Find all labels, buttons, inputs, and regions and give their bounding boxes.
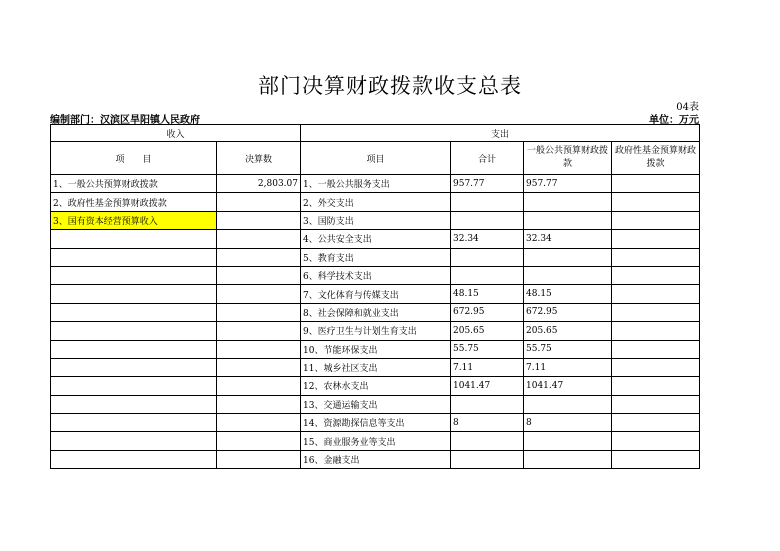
income-amount-cell xyxy=(217,303,301,321)
table-row xyxy=(51,303,700,321)
expense-item-cell: 13、交通运输支出 xyxy=(301,395,451,413)
income-item-cell xyxy=(51,340,217,358)
expense-item-cell: 11、城乡社区支出 xyxy=(301,358,451,376)
income-item-cell xyxy=(51,395,217,413)
expense-general-budget-cell xyxy=(524,193,612,211)
expense-general-budget-cell xyxy=(524,450,612,468)
income-item-cell: 3、国有资本经营预算收入 xyxy=(51,211,217,229)
expense-gov-fund-cell xyxy=(612,414,700,432)
expense-item-cell: 10、节能环保支出 xyxy=(301,340,451,358)
finance-summary-table xyxy=(50,124,700,469)
expense-total-cell: 48.15 xyxy=(451,285,524,303)
expense-general-budget-cell: 7.11 xyxy=(524,358,612,376)
header-gov-fund: 政府性基金预算财政拨款 xyxy=(612,142,700,175)
expense-item-cell: 1、一般公共服务支出 xyxy=(301,175,451,193)
table-row xyxy=(51,285,700,303)
expense-general-budget-cell: 205.65 xyxy=(524,322,612,340)
expense-gov-fund-cell xyxy=(612,358,700,376)
income-amount-cell xyxy=(217,266,301,284)
expense-total-cell: 8 xyxy=(451,414,524,432)
expense-total-cell: 7.11 xyxy=(451,358,524,376)
expense-total-cell xyxy=(451,211,524,229)
income-item-cell xyxy=(51,230,217,248)
income-item-cell xyxy=(51,266,217,284)
income-item-cell xyxy=(51,303,217,321)
expense-item-cell: 16、金融支出 xyxy=(301,450,451,468)
table-row xyxy=(51,340,700,358)
expense-total-cell: 205.65 xyxy=(451,322,524,340)
expense-item-cell: 3、国防支出 xyxy=(301,211,451,229)
income-item-cell xyxy=(51,248,217,266)
expense-general-budget-cell: 55.75 xyxy=(524,340,612,358)
expense-general-budget-cell: 8 xyxy=(524,414,612,432)
income-amount-cell xyxy=(217,340,301,358)
expense-total-cell xyxy=(451,432,524,450)
income-amount-cell: 2,803.07 xyxy=(217,175,301,193)
expense-gov-fund-cell xyxy=(612,230,700,248)
income-amount-cell xyxy=(217,193,301,211)
table-row xyxy=(51,432,700,450)
header-general-budget: 一般公共预算财政拨款 xyxy=(524,142,612,175)
expense-total-cell: 55.75 xyxy=(451,340,524,358)
expense-gov-fund-cell xyxy=(612,248,700,266)
expense-gov-fund-cell xyxy=(612,211,700,229)
header-total: 合计 xyxy=(451,142,524,175)
header-amount: 决算数 xyxy=(217,142,301,175)
expense-total-cell xyxy=(451,395,524,413)
expense-general-budget-cell xyxy=(524,395,612,413)
income-amount-cell xyxy=(217,322,301,340)
expense-total-cell: 957.77 xyxy=(451,175,524,193)
expense-gov-fund-cell xyxy=(612,175,700,193)
table-row xyxy=(51,322,700,340)
income-amount-cell xyxy=(217,432,301,450)
expense-gov-fund-cell xyxy=(612,193,700,211)
expense-total-cell xyxy=(451,193,524,211)
form-number: 04表 xyxy=(676,102,699,113)
table-row xyxy=(51,377,700,395)
table-row xyxy=(51,248,700,266)
expense-general-budget-cell xyxy=(524,432,612,450)
compiling-department: 编制部门：汉滨区旱阳镇人民政府 xyxy=(50,115,200,126)
expense-gov-fund-cell xyxy=(612,432,700,450)
income-amount-cell xyxy=(217,230,301,248)
expense-item-cell: 6、科学技术支出 xyxy=(301,266,451,284)
expense-gov-fund-cell xyxy=(612,285,700,303)
income-item-cell: 2、政府性基金预算财政拨款 xyxy=(51,193,217,211)
page-title: 部门决算财政拨款收支总表 xyxy=(258,74,522,98)
expense-item-cell: 15、商业服务业等支出 xyxy=(301,432,451,450)
income-section-header: 收入 xyxy=(51,125,301,142)
expense-gov-fund-cell xyxy=(612,450,700,468)
expense-item-cell: 2、外交支出 xyxy=(301,193,451,211)
income-amount-cell xyxy=(217,450,301,468)
expense-total-cell xyxy=(451,450,524,468)
expense-total-cell: 672.95 xyxy=(451,303,524,321)
expense-gov-fund-cell xyxy=(612,340,700,358)
income-item-cell xyxy=(51,377,217,395)
table-row xyxy=(51,193,700,211)
expense-gov-fund-cell xyxy=(612,377,700,395)
income-amount-cell xyxy=(217,248,301,266)
income-amount-cell xyxy=(217,358,301,376)
expense-general-budget-cell xyxy=(524,248,612,266)
expense-gov-fund-cell xyxy=(612,266,700,284)
income-item-cell xyxy=(51,414,217,432)
expense-total-cell xyxy=(451,266,524,284)
expense-general-budget-cell: 957.77 xyxy=(524,175,612,193)
expense-total-cell xyxy=(451,248,524,266)
expense-item-cell: 7、文化体育与传媒支出 xyxy=(301,285,451,303)
table-row xyxy=(51,414,700,432)
income-amount-cell xyxy=(217,285,301,303)
table-row xyxy=(51,211,700,229)
header-income-item: 项 目 xyxy=(51,142,217,175)
expense-item-cell: 14、资源勘探信息等支出 xyxy=(301,414,451,432)
table-row xyxy=(51,358,700,376)
income-item-cell xyxy=(51,432,217,450)
table-row xyxy=(51,230,700,248)
section-header-row xyxy=(51,125,700,142)
income-item-cell xyxy=(51,358,217,376)
expense-item-cell: 4、公共安全支出 xyxy=(301,230,451,248)
income-item-cell xyxy=(51,285,217,303)
expense-general-budget-cell xyxy=(524,211,612,229)
income-amount-cell xyxy=(217,211,301,229)
expense-item-cell: 9、医疗卫生与计划生育支出 xyxy=(301,322,451,340)
table-row xyxy=(51,450,700,468)
income-amount-cell xyxy=(217,377,301,395)
expense-item-cell: 8、社会保障和就业支出 xyxy=(301,303,451,321)
expense-item-cell: 5、教育支出 xyxy=(301,248,451,266)
expense-gov-fund-cell xyxy=(612,322,700,340)
expense-general-budget-cell xyxy=(524,266,612,284)
expense-general-budget-cell: 672.95 xyxy=(524,303,612,321)
expense-general-budget-cell: 1041.47 xyxy=(524,377,612,395)
unit-label: 单位：万元 xyxy=(649,115,699,126)
expense-item-cell: 12、农林水支出 xyxy=(301,377,451,395)
table-row xyxy=(51,266,700,284)
expense-general-budget-cell: 48.15 xyxy=(524,285,612,303)
table-row xyxy=(51,395,700,413)
income-item-cell xyxy=(51,450,217,468)
income-item-cell: 1、一般公共预算财政拨款 xyxy=(51,175,217,193)
column-header-row xyxy=(51,142,700,175)
expense-total-cell: 1041.47 xyxy=(451,377,524,395)
expense-section-header: 支出 xyxy=(301,125,700,142)
income-item-cell xyxy=(51,322,217,340)
expense-gov-fund-cell xyxy=(612,303,700,321)
expense-gov-fund-cell xyxy=(612,395,700,413)
income-amount-cell xyxy=(217,414,301,432)
income-amount-cell xyxy=(217,395,301,413)
header-expense-item: 项目 xyxy=(301,142,451,175)
expense-general-budget-cell: 32.34 xyxy=(524,230,612,248)
expense-total-cell: 32.34 xyxy=(451,230,524,248)
table-row xyxy=(51,175,700,193)
